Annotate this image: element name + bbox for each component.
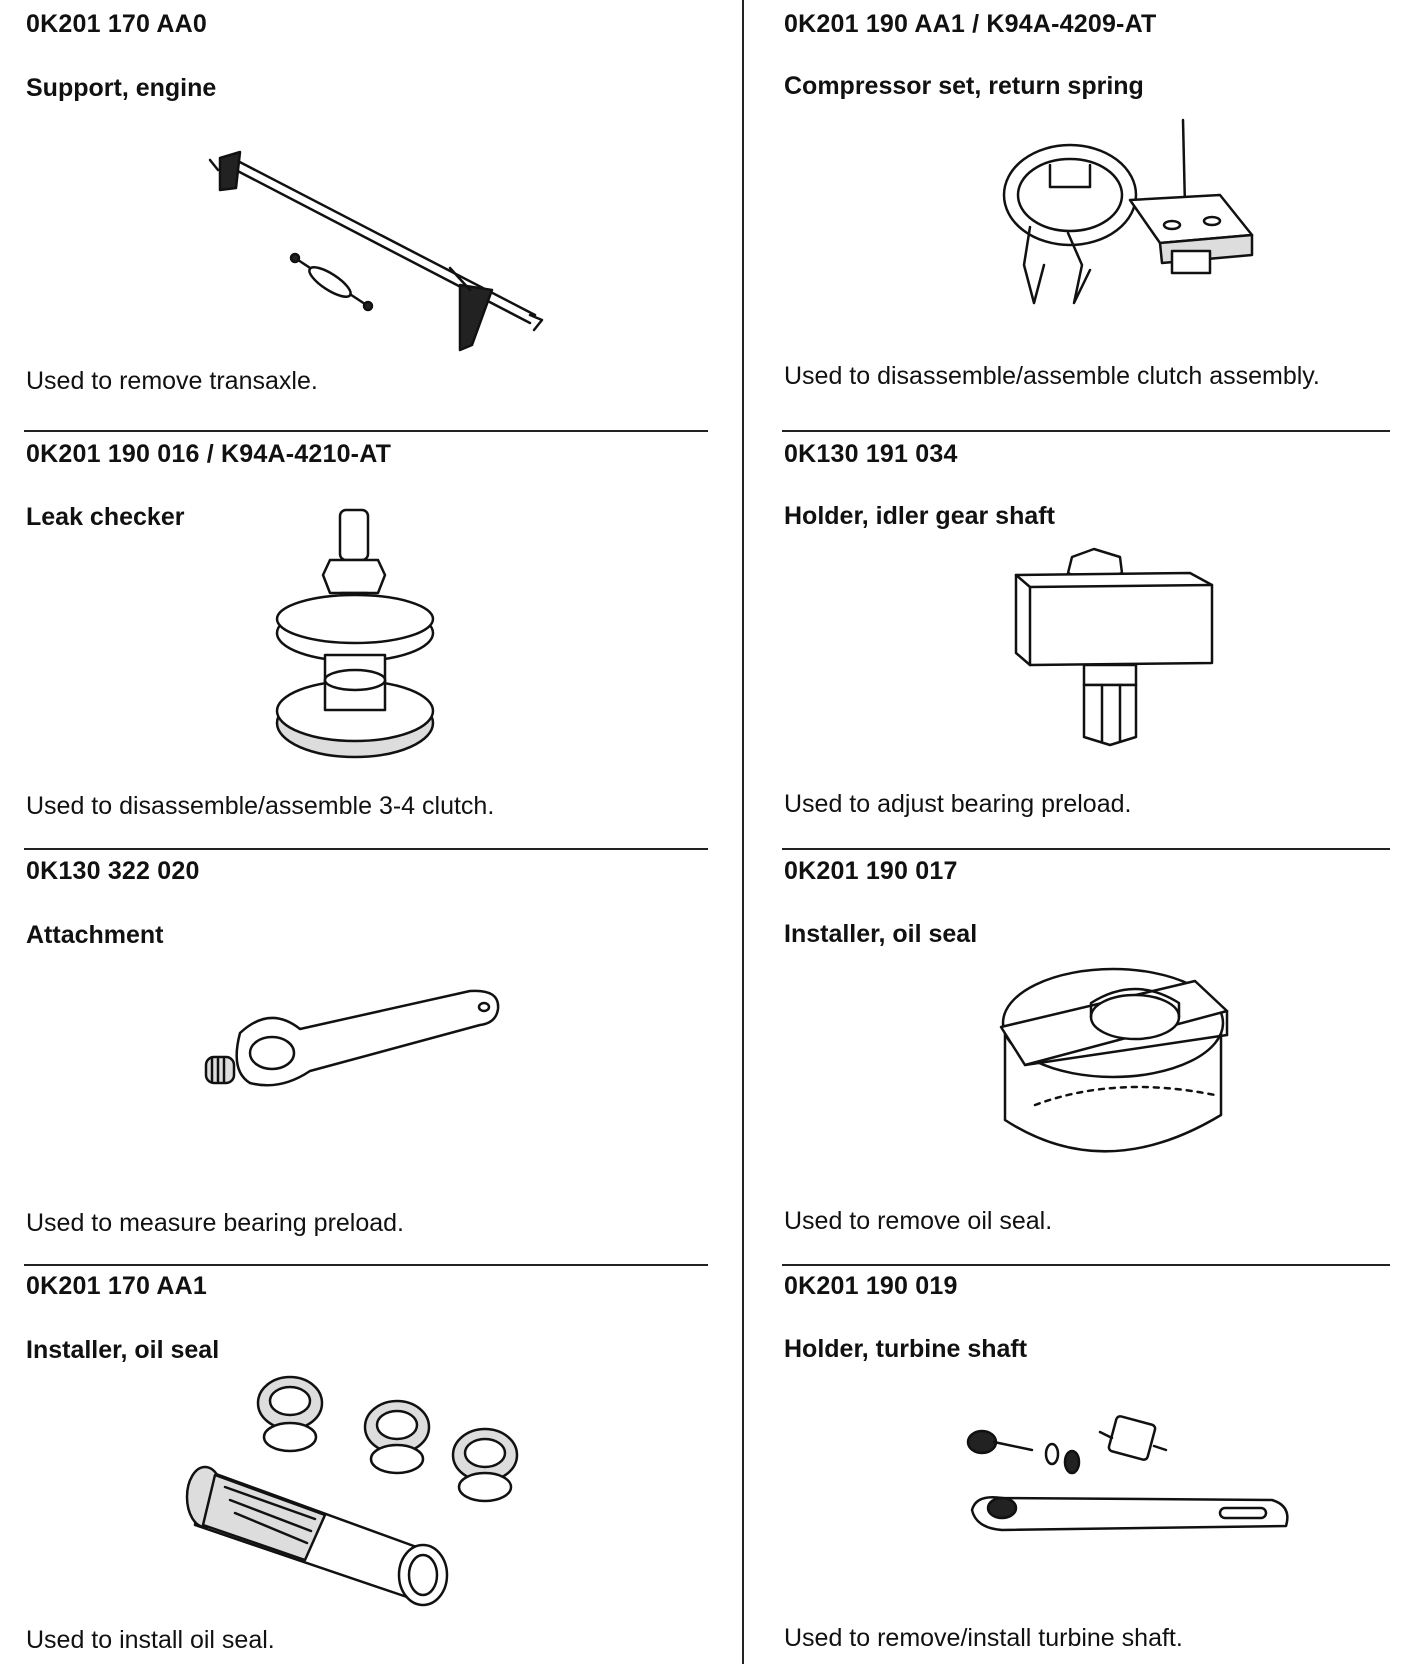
row-separator — [782, 848, 1390, 850]
tool-name: Installer, oil seal — [784, 920, 978, 948]
tool-name: Installer, oil seal — [26, 1336, 220, 1364]
tool-usage: Used to remove/install turbine shaft. — [784, 1624, 1183, 1652]
tool-code: 0K201 190 019 — [784, 1272, 958, 1300]
tool-code: 0K201 170 AA1 — [26, 1272, 207, 1300]
tool-usage: Used to disassemble/assemble 3-4 clutch. — [26, 792, 495, 820]
tool-name: Support, engine — [26, 74, 217, 102]
leak-checker-icon — [275, 505, 455, 765]
tool-code: 0K130 191 034 — [784, 440, 958, 468]
attachment-wrench-icon — [200, 985, 510, 1115]
row-separator — [24, 430, 708, 432]
turbine-shaft-holder-icon — [962, 1410, 1302, 1550]
tool-name: Attachment — [26, 921, 164, 949]
tool-code: 0K201 190 016 / K94A-4210-AT — [26, 440, 392, 468]
oil-seal-installer-set-icon — [185, 1375, 535, 1600]
tool-usage: Used to adjust bearing preload. — [784, 790, 1132, 818]
tool-name: Leak checker — [26, 503, 185, 531]
oil-seal-installer-icon — [995, 975, 1235, 1175]
tool-name: Holder, turbine shaft — [784, 1335, 1028, 1363]
tool-usage: Used to install oil seal. — [26, 1626, 275, 1654]
row-separator — [24, 848, 708, 850]
tool-name: Compressor set, return spring — [784, 72, 1144, 100]
engine-support-icon — [210, 140, 550, 360]
row-separator — [24, 1264, 708, 1266]
row-separator — [782, 430, 1390, 432]
tool-usage: Used to remove oil seal. — [784, 1207, 1053, 1235]
tool-code: 0K201 190 AA1 / K94A-4209-AT — [784, 10, 1157, 38]
tool-usage: Used to measure bearing preload. — [26, 1209, 405, 1237]
tool-name: Holder, idler gear shaft — [784, 502, 1055, 530]
tool-usage: Used to remove transaxle. — [26, 367, 318, 395]
tool-code: 0K201 190 017 — [784, 857, 958, 885]
column-divider — [742, 0, 744, 1664]
row-separator — [782, 1264, 1390, 1266]
tool-code: 0K201 170 AA0 — [26, 10, 207, 38]
tool-usage: Used to disassemble/assemble clutch assembly. — [784, 362, 1320, 390]
compressor-set-icon — [990, 115, 1270, 315]
tool-code: 0K130 322 020 — [26, 857, 200, 885]
idler-gear-holder-icon — [1010, 545, 1220, 750]
